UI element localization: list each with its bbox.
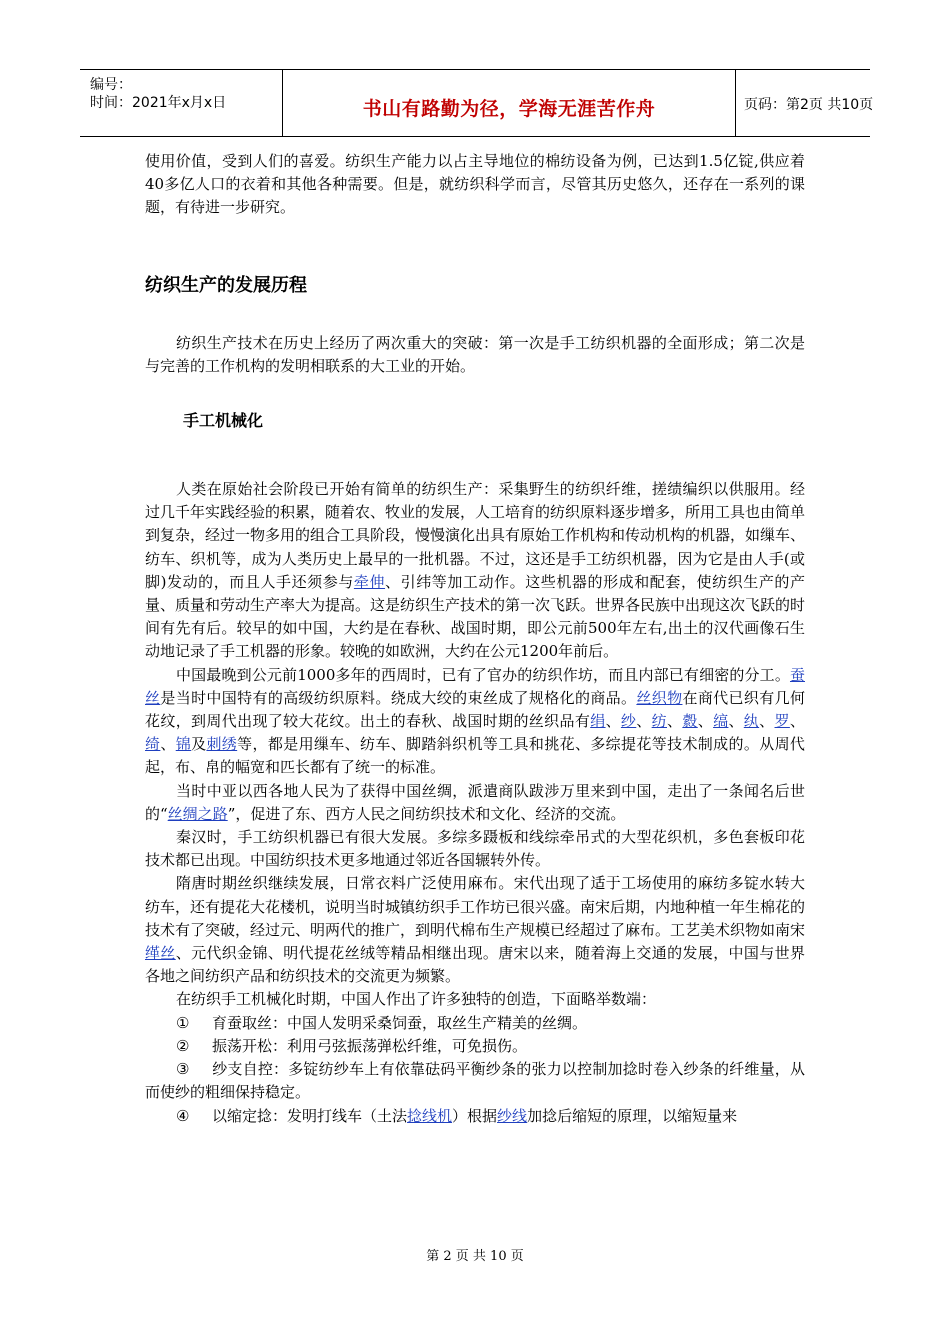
paragraph-5-text-a: 隋唐时期丝织继续发展，日常衣料广泛使用麻布。宋代出现了适于工场使用的麻纺多锭水转大纺车，还有提花大花楼机，说明当时城镇纺织手工作坊已很兴盛。南宋后期，内地种植一年生棉花的技术有了突破，经过元、明两代的推广，到明代棉布生产规模已经超过了麻布。工艺美术织物如南宋 xyxy=(145,874,806,939)
paragraph-3-text-b: ”，促进了东、西方人民之间纺织技术和文化、经济的交流。 xyxy=(227,804,626,823)
list-marker: ① xyxy=(176,1013,190,1032)
separator: 、 xyxy=(728,712,744,731)
intro-paragraph: 使用价值，受到人们的喜爱。纺织生产能力以占主导地位的棉纺设备为例，已达到1.5亿锭,供应着40多亿人口的衣着和其他各种需要。但是，就纺织科学而言，尽管其历史悠久，还存在一系列的课题，有待进一步研究。 xyxy=(145,152,805,217)
list-marker: ② xyxy=(176,1036,190,1055)
separator: 、 xyxy=(160,735,176,754)
header-page-cell xyxy=(736,70,874,136)
paragraph-2 xyxy=(145,664,805,780)
link-gao[interactable]: 缟 xyxy=(713,712,729,731)
list-item xyxy=(145,1058,805,1104)
paragraph-5 xyxy=(145,872,805,988)
page-header xyxy=(80,69,874,137)
list-item-text: ）根据 xyxy=(452,1106,498,1125)
link-qi[interactable]: 绮 xyxy=(145,735,161,754)
separator: 、 xyxy=(789,712,805,731)
header-info-cell xyxy=(80,70,283,136)
list-item xyxy=(145,1105,805,1128)
separator: 、 xyxy=(759,712,775,731)
paragraph-1-text-a: 人类在原始社会阶段已开始有简单的纺织生产：采集野生的纺织纤维，搓绩编织以供服用。经过几千年实践经验的积累，随着农、牧业的发展，人工培育的纺织原料逐步增多，所用工具也由简单到复杂，经过一物多用的组合工具阶段，慢慢演化出具有原始工作机构和传动机构的机器，如缫车、纺车、织机等，成为人类历史上最早的一批机器。不过，这还是手工纺织机器，因为它是由人手(或脚)发动的，而且人手还须参与 xyxy=(145,480,806,591)
link-silk-road[interactable]: 丝绸之路 xyxy=(167,804,228,823)
paragraph-2-text-c: 在商代已织有几何花纹，到周代出现了较大花纹。出土的春秋、战国时期的丝织品有 xyxy=(145,688,805,731)
separator: 及 xyxy=(191,735,207,754)
link-nianxianji[interactable]: 捻线机 xyxy=(407,1106,453,1125)
link-wan[interactable]: 纨 xyxy=(743,712,760,731)
separator: 、 xyxy=(697,712,714,731)
paragraph-2-text-a: 中国最晚到公元前1000多年的西周时，已有了官办的纺织作坊，而且内部已有细密的分工。 xyxy=(176,665,790,684)
header-motto: 书山有路勤为径，学海无涯苦作舟 xyxy=(362,98,656,120)
paragraph-5-text-b: 、元代织金锦、明代提花丝绒等精品相继出现。唐宋以来，随着海上交通的发展，中国与世界各地之间纺织产品和纺织技术的交流更为频繁。 xyxy=(145,944,805,986)
paragraph-3-text-a: 当时中亚以西各地人民为了获得中国丝绸，派遣商队跋涉万里来到中国，走出了一条闻名后世的“ xyxy=(145,781,805,823)
list-item-text: 加捻后缩短的原理，以缩短量来 xyxy=(527,1106,738,1125)
section-title: 纺织生产的发展历程 xyxy=(145,274,307,296)
paragraph-2-text-b: 是当时中国特有的高级纺织原料。绕成大绞的束丝成了规格化的商品。 xyxy=(160,688,637,707)
link-juan[interactable]: 绢 xyxy=(590,712,606,731)
paragraph-1-text-b: 、引纬等加工动作。这些机器的形成和配套，使纺织生产的产量、质量和劳动生产率大为提高。这是纺织生产技术的第一次飞跃。世界各民族中出现这次飞跃的时间有先有后。较早的如中国，大约是在春秋、战国时期，即公元前500年左右,出土的汉代画像石生动地记录了手工机器的形象。较晚的如欧洲，大约在公元1200年前后。 xyxy=(145,572,806,661)
list-item-text: 纱支自控：多锭纺纱车上有依靠砝码平衡纱条的张力以控制加捻时卷入纱条的纤维量，从而使纱的粗细保持稳定。 xyxy=(145,1060,805,1102)
paragraph-6: 在纺织手工机械化时期，中国人作出了许多独特的创造，下面略举数端： xyxy=(176,990,657,1009)
paragraph-2-text-d: 等，都是用缫车、纺车、脚踏斜织机等工具和挑花、多综提花等技术制成的。从周代起，布、帛的幅宽和匹长都有了统一的标准。 xyxy=(145,735,805,777)
header-page-number: 页码：第2页 共10页 xyxy=(744,97,874,113)
list-marker: ④ xyxy=(176,1106,190,1125)
link-sha[interactable]: 纱 xyxy=(620,712,637,731)
page-footer: 第 2 页 共 10 页 xyxy=(426,1249,524,1264)
document-number-label: 编号： xyxy=(90,77,132,93)
separator: 、 xyxy=(636,712,652,731)
list-item xyxy=(176,1035,805,1058)
section-paragraph: 纺织生产技术在历史上经历了两次重大的突破：第一次是手工纺织机器的全面形成；第二次是与完善的工作机构的发明相联系的大工业的开始。 xyxy=(145,333,805,375)
paragraph-3 xyxy=(145,780,805,826)
paragraph-4: 秦汉时，手工纺织机器已有很大发展。多综多蹑板和线综牵吊式的大型花织机，多色套板印花技术都已出现。中国纺织技术更多地通过邻近各国辗转外传。 xyxy=(145,828,805,870)
link-sizhiwu[interactable]: 丝织物 xyxy=(636,688,683,707)
paragraph-1 xyxy=(145,478,805,664)
link-fang[interactable]: 纺 xyxy=(651,712,667,731)
list-item xyxy=(176,1012,805,1035)
link-jin[interactable]: 锦 xyxy=(175,735,192,754)
header-motto-cell xyxy=(283,70,736,136)
link-kesi[interactable]: 缂丝 xyxy=(145,944,176,963)
link-cixiu[interactable]: 刺绣 xyxy=(206,735,238,754)
list-item-text: 育蚕取丝：中国人发明采桑饲蚕，取丝生产精美的丝绸。 xyxy=(212,1013,588,1032)
list-item-text: 以缩定捻：发明打线车（土法 xyxy=(212,1106,408,1125)
separator: 、 xyxy=(667,712,683,731)
document-time-label: 时间：2021年x月x日 xyxy=(90,95,227,111)
document-body xyxy=(145,150,805,1128)
list-marker: ③ xyxy=(176,1060,190,1079)
list-item-text: 振荡开松：利用弓弦振荡弹松纤维，可免损伤。 xyxy=(212,1036,528,1055)
link-shaxian[interactable]: 纱线 xyxy=(497,1106,528,1125)
link-hu[interactable]: 縠 xyxy=(682,712,698,731)
separator: 、 xyxy=(605,712,621,731)
link-cansi[interactable]: 蚕丝 xyxy=(145,665,805,707)
link-qianshen[interactable]: 牵伸 xyxy=(353,572,386,591)
subsection-title: 手工机械化 xyxy=(183,411,264,431)
link-luo[interactable]: 罗 xyxy=(774,712,790,731)
